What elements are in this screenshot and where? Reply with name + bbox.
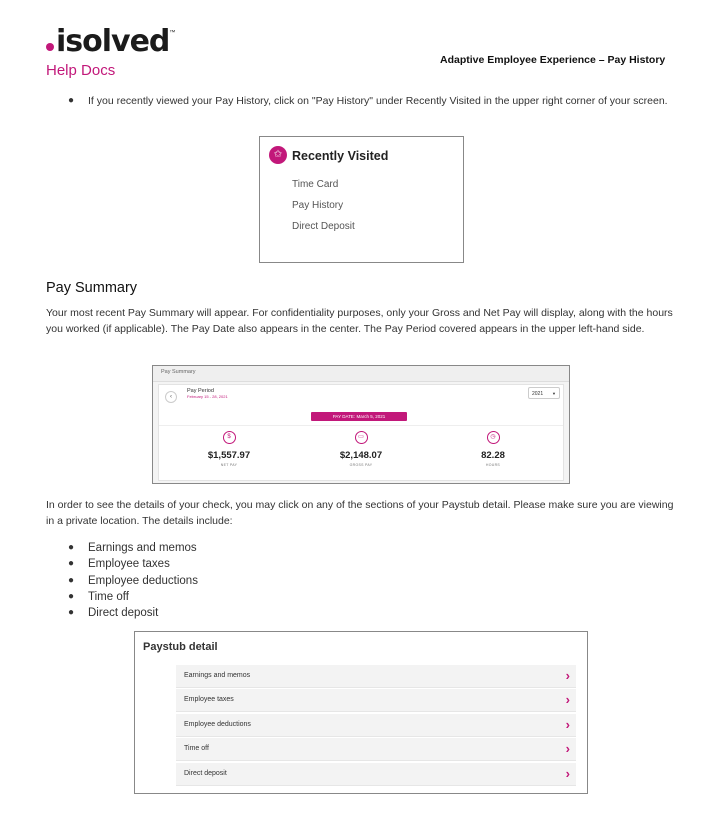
chevron-right-icon: › <box>565 692 570 707</box>
paystub-row-label: Employee taxes <box>184 696 234 703</box>
bullet-icon: ● <box>68 574 75 586</box>
star-icon: ✩ <box>269 146 287 164</box>
recently-visited-panel <box>259 136 464 263</box>
bullet-icon: ● <box>68 607 75 619</box>
paystub-row-earnings-and-memos[interactable] <box>176 665 576 688</box>
pay-summary-card <box>158 384 564 481</box>
list-item-text: Employee deductions <box>88 574 198 587</box>
intro-bullet <box>68 93 688 109</box>
bullet-icon: ● <box>68 558 75 570</box>
wallet-icon: ▭ <box>355 431 368 444</box>
pay-summary-widget <box>152 365 570 484</box>
pay-summary-paragraph: Your most recent Pay Summary will appear. For confidentiality purposes, only your Gross and Net Pay will display, along with the hours you worked (if applicable). The Pay Date also appears in the center. The Pay Period covered appears in the upper left-hand side. <box>46 307 673 335</box>
paystub-row-employee-deductions[interactable] <box>176 714 576 737</box>
clock-icon: ◷ <box>487 431 500 444</box>
paystub-detail-panel <box>134 631 588 794</box>
net-pay-value: $1,557.97 <box>207 450 251 461</box>
pay-period-dates: February 15 - 28, 2021 <box>187 394 228 399</box>
document-title: Adaptive Employee Experience – Pay History <box>440 54 666 66</box>
bullet-icon: ● <box>68 95 75 106</box>
gross-pay-value: $2,148.07 <box>339 450 383 461</box>
year-select[interactable] <box>528 387 560 399</box>
recently-visited-item-time-card[interactable]: Time Card <box>292 179 339 190</box>
list-item-text: Direct deposit <box>88 607 159 620</box>
paystub-row-time-off[interactable] <box>176 738 576 761</box>
paystub-row-label: Direct deposit <box>184 770 227 777</box>
logo-dot <box>46 43 54 51</box>
logo-text: isolved <box>56 24 170 59</box>
paystub-row-direct-deposit[interactable] <box>176 763 576 786</box>
paystub-row-label: Employee deductions <box>184 721 251 728</box>
chevron-right-icon: › <box>565 741 570 756</box>
help-docs-label: Help Docs <box>46 62 116 79</box>
paystub-row-employee-taxes[interactable] <box>176 689 576 712</box>
list-item-text: Time off <box>88 590 129 603</box>
divider <box>159 425 563 426</box>
pay-summary-header-label: Pay Summary <box>161 369 196 375</box>
paystub-row-label: Earnings and memos <box>184 672 251 679</box>
net-pay-stat[interactable] <box>184 431 274 467</box>
pay-date-badge: PAY DATE: March 5, 2021 <box>311 412 407 421</box>
net-pay-label: NET PAY <box>220 463 238 467</box>
list-item <box>68 605 198 621</box>
year-select-value: 2021 <box>532 391 544 397</box>
chevron-right-icon: › <box>565 668 570 683</box>
list-item <box>68 556 198 572</box>
chevron-right-icon: › <box>565 766 570 781</box>
list-item-text: Earnings and memos <box>88 542 197 554</box>
bullet-icon: ● <box>68 542 75 553</box>
paystub-row-label: Time off <box>184 745 209 752</box>
hours-stat[interactable] <box>448 431 538 467</box>
gross-pay-label: GROSS PAY <box>349 463 373 467</box>
recently-visited-item-direct-deposit[interactable]: Direct Deposit <box>292 221 355 232</box>
list-item <box>68 573 198 589</box>
hours-value: 82.28 <box>481 450 505 461</box>
pay-summary-heading: Pay Summary <box>46 280 138 296</box>
hours-label: HOURS <box>485 463 501 467</box>
money-icon: $ <box>223 431 236 444</box>
list-item <box>68 540 198 556</box>
details-paragraph: In order to see the details of your check, you may click on any of the sections of your Paystub detail. Please make sure you are viewing in a private location. The details include: <box>46 499 674 527</box>
list-item-text: Employee taxes <box>88 558 170 571</box>
pay-summary-header <box>153 366 569 382</box>
intro-bullet-text: If you recently viewed your Pay History, click on "Pay History" under Recently Visited in the upper right corner of your screen. <box>88 95 668 107</box>
list-item <box>68 589 198 605</box>
logo-trademark: ™ <box>169 29 176 36</box>
chevron-right-icon: › <box>565 717 570 732</box>
pay-period-label: Pay Period <box>187 388 214 394</box>
paystub-detail-title: Paystub detail <box>143 641 218 653</box>
gross-pay-stat[interactable] <box>316 431 406 467</box>
chevron-down-icon: ▼ <box>552 391 556 396</box>
recently-visited-item-pay-history[interactable]: Pay History <box>292 200 344 211</box>
chevron-left-icon[interactable]: ‹ <box>165 391 177 403</box>
details-list <box>68 540 198 621</box>
isolved-logo <box>46 24 175 59</box>
recently-visited-title: Recently Visited <box>292 149 389 163</box>
bullet-icon: ● <box>68 590 75 602</box>
